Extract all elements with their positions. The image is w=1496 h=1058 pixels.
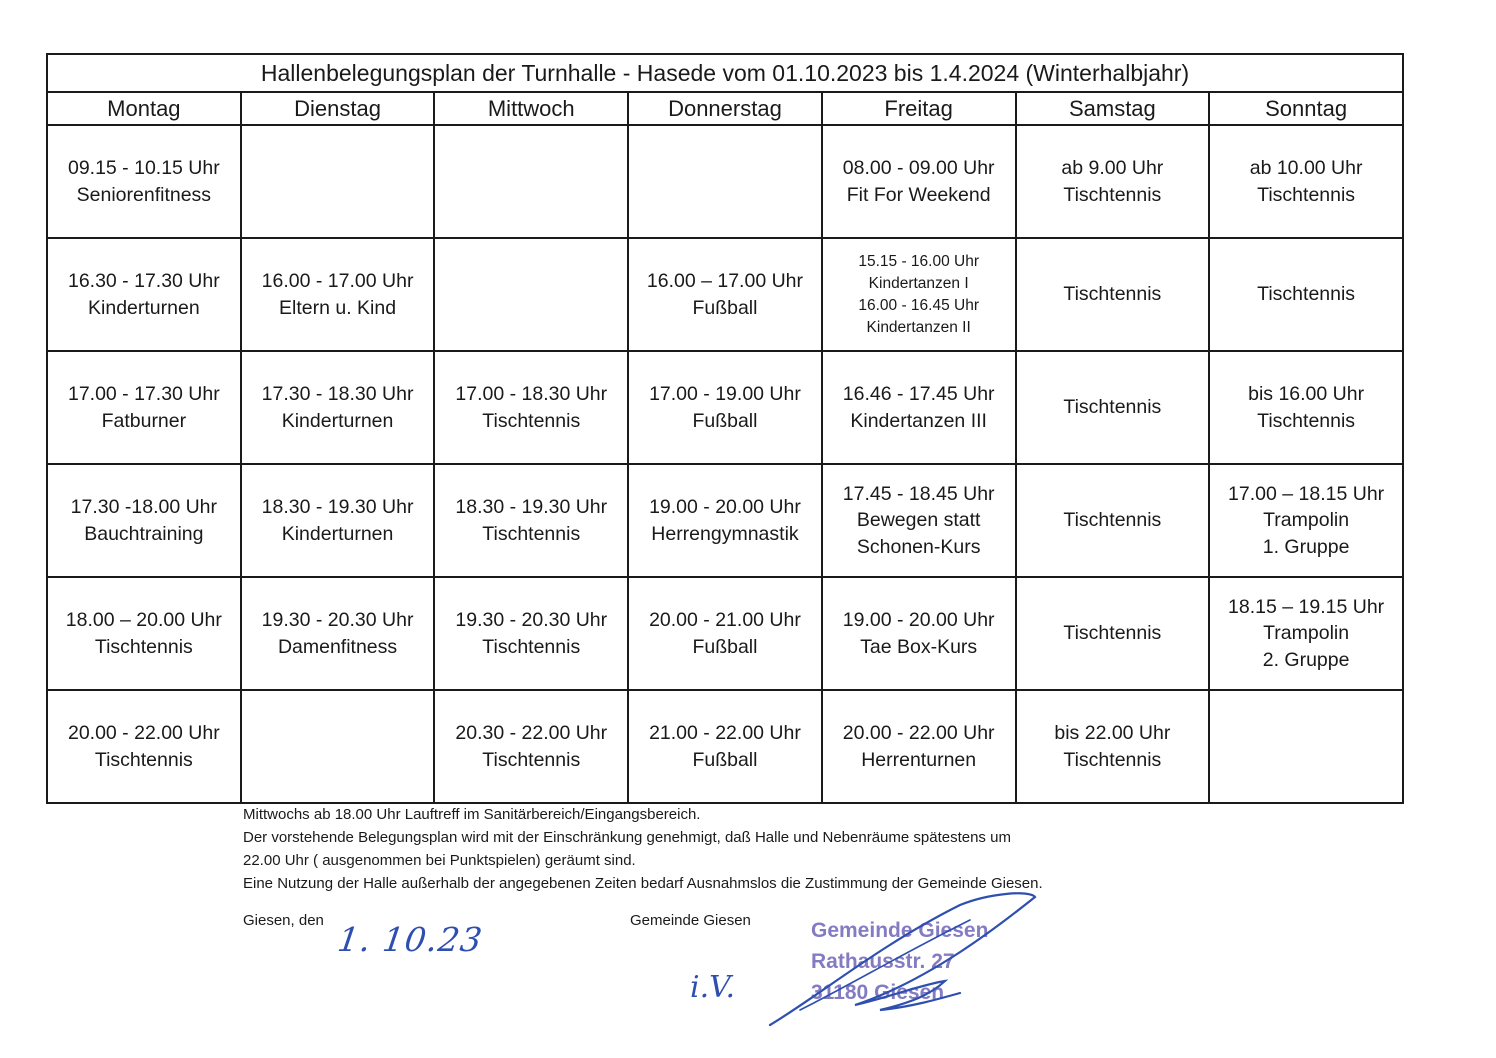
cell-activity: Tischtennis — [1063, 283, 1162, 306]
day-header-freitag: Freitag — [822, 92, 1016, 125]
cell-time: 19.00 - 20.00 Uhr — [649, 496, 801, 518]
cell-activity: Tischtennis — [1257, 283, 1356, 306]
notes — [243, 803, 1043, 895]
schedule-cell-freitag — [822, 577, 1016, 690]
schedule-cell-dienstag — [241, 577, 435, 690]
cell-activity: Tischtennis — [1063, 509, 1162, 532]
schedule-cell-samstag — [1016, 351, 1210, 464]
schedule-cell-samstag — [1016, 690, 1210, 803]
cell-activity: Tischtennis — [1257, 409, 1356, 432]
schedule-cell-sonntag — [1209, 577, 1403, 690]
schedule-cell-samstag — [1016, 125, 1210, 238]
cell-time: 16.00 - 16.45 Uhr — [858, 296, 979, 314]
schedule-cell-montag — [47, 464, 241, 577]
cell-time: 09.15 - 10.15 Uhr — [67, 157, 220, 179]
cell-activity: Tischtennis — [482, 409, 581, 432]
cell-activity: Herrengymnastik — [651, 522, 799, 545]
cell-activity: 1. Gruppe — [1262, 535, 1350, 558]
cell-activity: Fußball — [692, 635, 758, 658]
cell-time: 19.30 - 20.30 Uhr — [455, 609, 608, 631]
cell-time: 18.30 - 19.30 Uhr — [455, 496, 608, 518]
cell-activity: Trampolin — [1263, 509, 1350, 532]
cell-time: 20.00 - 21.00 Uhr — [649, 609, 801, 631]
cell-time: 16.30 - 17.30 Uhr — [67, 270, 220, 292]
cell-activity: Tischtennis — [1063, 748, 1162, 771]
cell-time: 17.30 -18.00 Uhr — [70, 496, 218, 518]
cell-time: 16.46 - 17.45 Uhr — [842, 383, 995, 405]
schedule-cell-dienstag — [241, 238, 435, 351]
schedule-cell-dienstag — [241, 690, 435, 803]
cell-activity: Tischtennis — [482, 748, 581, 771]
cell-activity: Tischtennis — [482, 522, 581, 545]
schedule-cell-freitag — [822, 125, 1016, 238]
schedule-cell-freitag — [822, 464, 1016, 577]
cell-time: 17.00 – 18.15 Uhr — [1228, 482, 1385, 505]
cell-activity: Damenfitness — [277, 635, 398, 658]
cell-activity: Tischtennis — [94, 748, 193, 771]
schedule-cell-mittwoch — [434, 577, 628, 690]
cell-time: ab 10.00 Uhr — [1249, 157, 1363, 179]
cell-time: 16.00 – 17.00 Uhr — [646, 270, 804, 292]
cell-time: 18.00 – 20.00 Uhr — [65, 609, 222, 631]
cell-time: 17.00 - 18.30 Uhr — [455, 383, 608, 405]
note-line: 22.00 Uhr ( ausgenommen bei Punktspielen) geräumt sind. — [243, 852, 636, 869]
schedule-cell-sonntag — [1209, 464, 1403, 577]
cell-activity: Tischtennis — [482, 635, 581, 658]
handwritten-iv: i.V. — [690, 970, 736, 1005]
cell-time: 17.30 - 18.30 Uhr — [261, 383, 414, 405]
cell-activity: Tischtennis — [1063, 396, 1162, 419]
cell-activity: Schonen-Kurs — [856, 535, 981, 558]
schedule-row — [47, 577, 1403, 690]
schedule-row — [47, 351, 1403, 464]
cell-activity: Kinderturnen — [281, 409, 394, 432]
handwritten-date: 1. 10.23 — [335, 920, 486, 959]
day-header-mittwoch: Mittwoch — [434, 92, 628, 125]
schedule-cell-freitag — [822, 690, 1016, 803]
schedule-cell-donnerstag — [628, 351, 822, 464]
cell-activity: Trampolin — [1263, 622, 1350, 645]
cell-time: 17.45 - 18.45 Uhr — [842, 482, 995, 505]
cell-activity: Tischtennis — [94, 635, 193, 658]
day-header-donnerstag: Donnerstag — [628, 92, 822, 125]
schedule-row — [47, 690, 1403, 803]
schedule-cell-donnerstag — [628, 238, 822, 351]
schedule-cell-mittwoch — [434, 125, 628, 238]
schedule-row — [47, 238, 1403, 351]
day-header-samstag: Samstag — [1016, 92, 1210, 125]
day-header-dienstag: Dienstag — [241, 92, 435, 125]
place-date-label: Giesen, den — [243, 912, 324, 929]
cell-time: 20.30 - 22.00 Uhr — [455, 722, 608, 744]
cell-activity: Kindertanzen III — [850, 409, 987, 432]
cell-time: 17.00 - 19.00 Uhr — [649, 383, 801, 405]
stamp-line: 31180 Giesen — [811, 981, 945, 1004]
cell-time: 15.15 - 16.00 Uhr — [858, 252, 979, 270]
handwritten-signature — [760, 885, 1060, 1035]
schedule-body — [47, 125, 1403, 803]
schedule-cell-samstag — [1016, 464, 1210, 577]
cell-activity: Eltern u. Kind — [279, 296, 397, 319]
schedule-cell-donnerstag — [628, 125, 822, 238]
schedule-cell-mittwoch — [434, 238, 628, 351]
cell-activity: Fit For Weekend — [846, 183, 991, 206]
cell-activity: Fußball — [692, 409, 758, 432]
cell-time: 16.00 - 17.00 Uhr — [261, 270, 414, 292]
cell-time: 21.00 - 22.00 Uhr — [649, 722, 801, 744]
schedule-cell-montag — [47, 351, 241, 464]
schedule-cell-dienstag — [241, 464, 435, 577]
schedule-cell-freitag — [822, 351, 1016, 464]
cell-activity: Bauchtraining — [84, 522, 204, 545]
schedule-cell-sonntag — [1209, 238, 1403, 351]
schedule-cell-mittwoch — [434, 690, 628, 803]
schedule-row — [47, 464, 1403, 577]
schedule-cell-donnerstag — [628, 577, 822, 690]
cell-activity: Tischtennis — [1257, 183, 1356, 206]
cell-time: bis 22.00 Uhr — [1054, 722, 1171, 744]
cell-time: 19.00 - 20.00 Uhr — [842, 609, 995, 631]
cell-time: 19.30 - 20.30 Uhr — [261, 609, 414, 631]
note-line: Eine Nutzung der Halle außerhalb der angegebenen Zeiten bedarf Ausnahmslos die Zustimmung der Gemeinde Giesen. — [243, 875, 1043, 892]
schedule-table — [46, 53, 1404, 804]
cell-activity: Seniorenfitness — [76, 183, 212, 206]
schedule-cell-sonntag — [1209, 690, 1403, 803]
cell-activity: Fußball — [692, 296, 758, 319]
cell-activity: Fußball — [692, 748, 758, 771]
authority-label: Gemeinde Giesen — [630, 912, 751, 929]
schedule-cell-montag — [47, 690, 241, 803]
schedule-cell-dienstag — [241, 125, 435, 238]
schedule-cell-samstag — [1016, 577, 1210, 690]
schedule-cell-mittwoch — [434, 351, 628, 464]
schedule-cell-dienstag — [241, 351, 435, 464]
cell-time: 18.30 - 19.30 Uhr — [261, 496, 414, 518]
cell-activity: Tae Box-Kurs — [860, 635, 978, 658]
cell-activity: Fatburner — [101, 409, 187, 432]
schedule-cell-samstag — [1016, 238, 1210, 351]
day-header-sonntag: Sonntag — [1209, 92, 1403, 125]
cell-activity: Kinderturnen — [88, 296, 200, 319]
cell-activity: Tischtennis — [1063, 622, 1162, 645]
cell-time: 20.00 - 22.00 Uhr — [842, 722, 995, 744]
schedule-cell-montag — [47, 125, 241, 238]
schedule-cell-mittwoch — [434, 464, 628, 577]
cell-activity: Kindertanzen I — [868, 274, 969, 292]
cell-time: 20.00 - 22.00 Uhr — [67, 722, 220, 744]
cell-activity: Kindertanzen II — [866, 318, 971, 336]
stamp-line: Gemeinde Giesen — [811, 919, 989, 942]
cell-activity: Herrenturnen — [861, 748, 977, 771]
schedule-title: Hallenbelegungsplan der Turnhalle - Hasede vom 01.10.2023 bis 1.4.2024 (Winterhalbjahr) — [47, 54, 1403, 92]
cell-time: 18.15 – 19.15 Uhr — [1228, 595, 1385, 618]
cell-activity: Kinderturnen — [281, 522, 394, 545]
note-line: Der vorstehende Belegungsplan wird mit der Einschränkung genehmigt, daß Halle und Nebenräume spätestens um — [243, 829, 1011, 846]
cell-time: ab 9.00 Uhr — [1061, 157, 1164, 179]
schedule-row — [47, 125, 1403, 238]
schedule-cell-montag — [47, 577, 241, 690]
cell-time: 17.00 - 17.30 Uhr — [67, 383, 220, 405]
cell-time: bis 16.00 Uhr — [1248, 383, 1365, 405]
schedule-cell-sonntag — [1209, 125, 1403, 238]
cell-time: 08.00 - 09.00 Uhr — [842, 157, 995, 179]
stamp-line: Rathausstr. 27 — [811, 950, 955, 973]
cell-activity: 2. Gruppe — [1262, 648, 1350, 671]
cell-activity: Bewegen statt — [856, 509, 981, 532]
schedule-cell-donnerstag — [628, 690, 822, 803]
cell-activity: Tischtennis — [1063, 183, 1162, 206]
schedule-cell-donnerstag — [628, 464, 822, 577]
schedule-cell-montag — [47, 238, 241, 351]
schedule-cell-sonntag — [1209, 351, 1403, 464]
schedule-cell-freitag — [822, 238, 1016, 351]
note-line: Mittwochs ab 18.00 Uhr Lauftreff im Sanitärbereich/Eingangsbereich. — [243, 806, 701, 823]
day-header-montag: Montag — [47, 92, 241, 125]
